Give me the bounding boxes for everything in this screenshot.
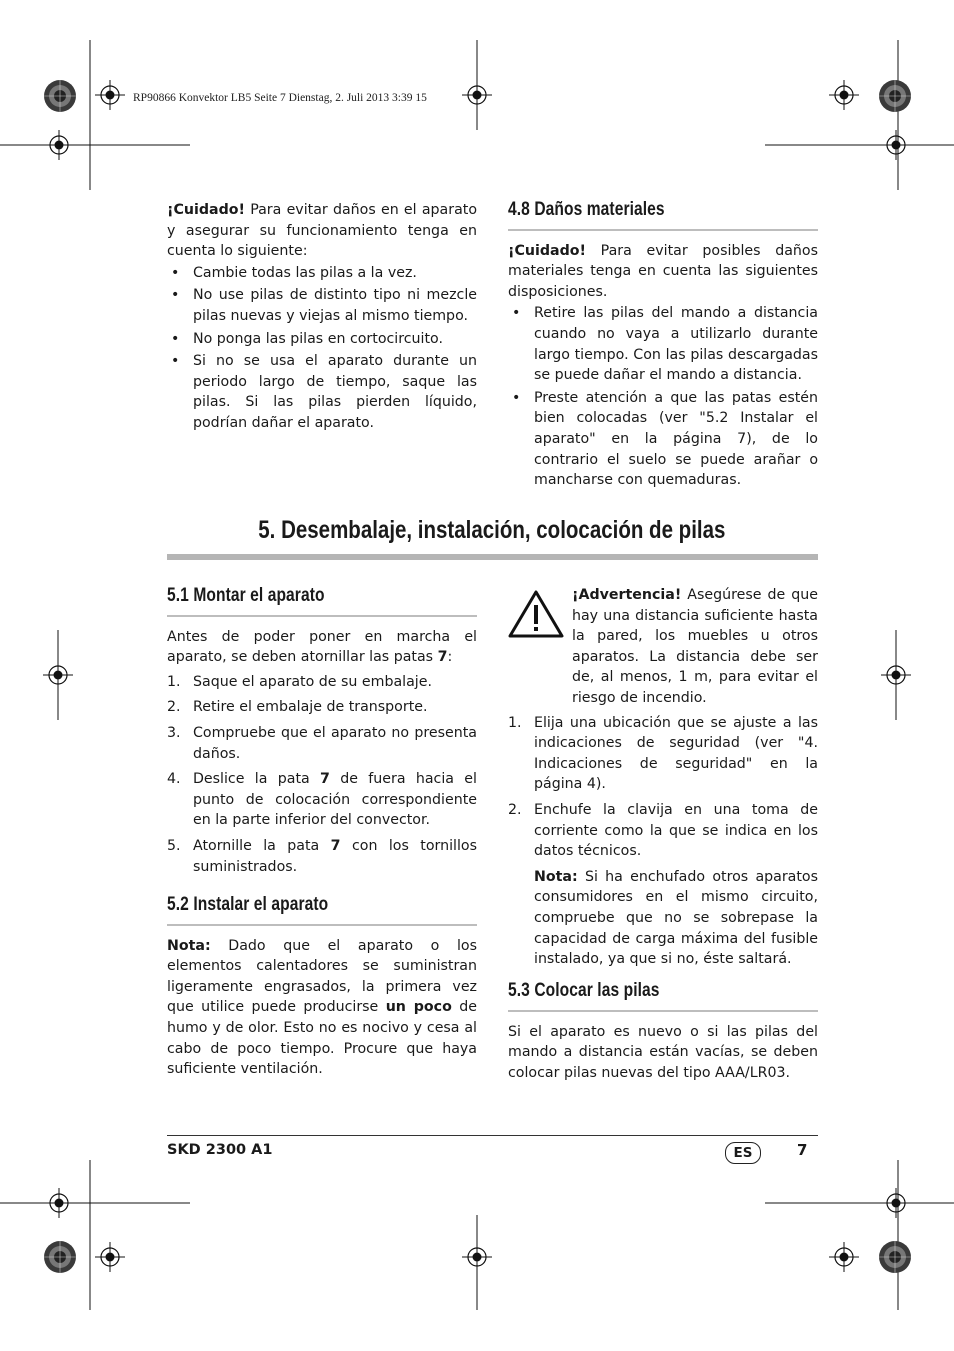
note-label: Nota:	[534, 868, 578, 885]
registration-mark-icon	[95, 80, 125, 110]
list-item: 2. Retire el embalaje de transporte.	[167, 699, 428, 716]
section-divider	[167, 924, 477, 926]
list-item: 2. Enchufe la clavija en una toma de corriente como la que se indica en los datos técnicos.	[508, 801, 818, 860]
battery-caution-block	[167, 200, 477, 434]
list-item: • Cambie todas las pilas a la vez.	[167, 263, 477, 284]
list-item: • Si no se usa el aparato durante un periodo largo de tiempo, saque las pilas. Si las pilas pierden líquido, podrían dañar el aparato.	[167, 351, 477, 433]
list-item: • No ponga las pilas en cortocircuito.	[167, 329, 477, 350]
caution-text: Para evitar posibles daños materiales tenga en cuenta las siguientes disposiciones.	[508, 242, 818, 300]
color-target-icon	[43, 79, 77, 113]
install-steps	[508, 713, 818, 862]
section-5-3: 5.3 Colocar las pilas Si el aparato es nuevo o si las pilas del mando a distancia están vacías, se deben colocar pilas nuevas del tipo AAA/LR03.	[508, 980, 818, 1081]
section-5-2: 5.2 Instalar el aparato Nota: Dado que el aparato o los elementos calentadores se suministran ligeramente engrasados, la primera vez que utilice puede producirse un poco de humo y de olor. Esto no es nocivo y cesa al cabo de poco tiempo. Procure que haya suficiente ventilación.	[167, 894, 477, 1078]
registration-mark-icon	[881, 130, 911, 160]
model-number: SKD 2300 A1	[167, 1142, 273, 1158]
chapter-title: 5. Desembalaje, instalación, colocación de pilas	[258, 516, 726, 544]
registration-mark-icon	[829, 80, 859, 110]
section-divider	[508, 229, 818, 231]
language-badge: ES	[725, 1142, 761, 1164]
warning-triangle-icon	[508, 589, 564, 639]
install-warning-block: ¡Advertencia! Asegúrese de que hay una distancia suficiente hasta la pared, los muebles u otros aparatos. La distancia debe ser de, al menos, 1 m, para evitar el riesgo de incendio. 1. Elija una ubicación que se ajuste a las indicaciones de seguridad (ver "4. Indicaciones de seguridad" en la página 4). 2. Enchufe la clavija en una toma de corriente como la que se indica en los datos técnicos. Nota: Si ha enchufado otros aparatos consumidores en el mismo circuito, compruebe que no se sobrepase la capacidad de carga máxima del fusible instalado, ya que si no, éste saltará.	[508, 587, 818, 968]
registration-mark-icon	[829, 1242, 859, 1272]
registration-mark-icon	[462, 1242, 492, 1272]
damage-list	[508, 303, 818, 490]
section-divider	[167, 615, 477, 617]
assembly-steps	[167, 672, 477, 877]
section-title: 5.2 Instalar el aparato	[167, 894, 329, 915]
caution-text: Para evitar daños en el aparato y asegurar su funcionamiento tenga en cuenta lo siguiente:	[167, 202, 477, 260]
registration-mark-icon	[43, 660, 73, 690]
list-item: • Preste atención a que las patas estén bien colocadas (ver "5.2 Instalar el aparato" en la página 7), de lo contrario el suelo se puede arañar o mancharse con quemaduras.	[508, 388, 818, 491]
chapter-divider	[167, 554, 818, 560]
list-item: 4. Deslice la pata 7 de fuera hacia el punto de colocación correspondiente en la parte inferior del convector.	[167, 771, 477, 829]
color-target-icon	[43, 1240, 77, 1274]
print-slug: RP90866 Konvektor LB5 Seite 7 Dienstag, 2. Juli 2013 3:39 15	[133, 92, 427, 104]
list-item: 3. Compruebe que el aparato no presenta daños.	[167, 724, 477, 762]
registration-mark-icon	[881, 1188, 911, 1218]
registration-mark-icon	[44, 1188, 74, 1218]
section-4-8	[508, 200, 818, 491]
registration-mark-icon	[95, 1242, 125, 1272]
list-item: • No use pilas de distinto tipo ni mezcle pilas nuevas y viejas al mismo tiempo.	[167, 285, 477, 326]
footer-divider	[167, 1135, 818, 1136]
list-item: 1. Elija una ubicación que se ajuste a las indicaciones de seguridad (ver "4. Indicaciones de seguridad" en la página 4).	[508, 714, 818, 793]
registration-mark-icon	[881, 660, 911, 690]
warning-label: ¡Advertencia!	[572, 587, 682, 603]
note-label: Nota:	[167, 937, 211, 954]
list-item: 1. Saque el aparato de su embalaje.	[167, 673, 432, 690]
registration-mark-icon	[44, 130, 74, 160]
page-number: 7	[797, 1141, 808, 1159]
section-title: 5.3 Colocar las pilas	[508, 980, 660, 1001]
color-target-icon	[878, 79, 912, 113]
caution-label: ¡Cuidado!	[508, 242, 586, 259]
list-item: • Retire las pilas del mando a distancia cuando no vaya a utilizarlo durante largo tiempo. Con las pilas descargadas se puede dañar el mando a distancia.	[508, 303, 818, 385]
warning-box	[508, 585, 818, 709]
color-target-icon	[878, 1240, 912, 1274]
list-item: 5. Atornille la pata 7 con los tornillos suministrados.	[167, 837, 477, 875]
section-title: 4.8 Daños materiales	[508, 199, 665, 220]
registration-mark-icon	[462, 80, 492, 110]
section-5-1: 5.1 Montar el aparato Antes de poder poner en marcha el aparato, se deben atornillar las patas 7: 1. Saque el aparato de su embalaje. 2. Retire el embalaje de transporte. 3. Compruebe que el aparato no presenta daños. 4. Deslice la pata 7 de fuera hacia el punto de colocación correspondiente en la parte inferior del convector. 5. Atornille la pata 7 con los tornillos suministrados.	[167, 586, 477, 882]
caution-label: ¡Cuidado!	[167, 202, 245, 218]
battery-caution-list	[167, 263, 477, 434]
section-title: 5.1 Montar el aparato	[167, 585, 325, 606]
warning-text: Asegúrese de que hay una distancia suficiente hasta la pared, los muebles u otros aparatos. La distancia debe ser de, al menos, 1 m, para evitar el riesgo de incendio.	[572, 587, 818, 706]
section-divider	[508, 1010, 818, 1012]
